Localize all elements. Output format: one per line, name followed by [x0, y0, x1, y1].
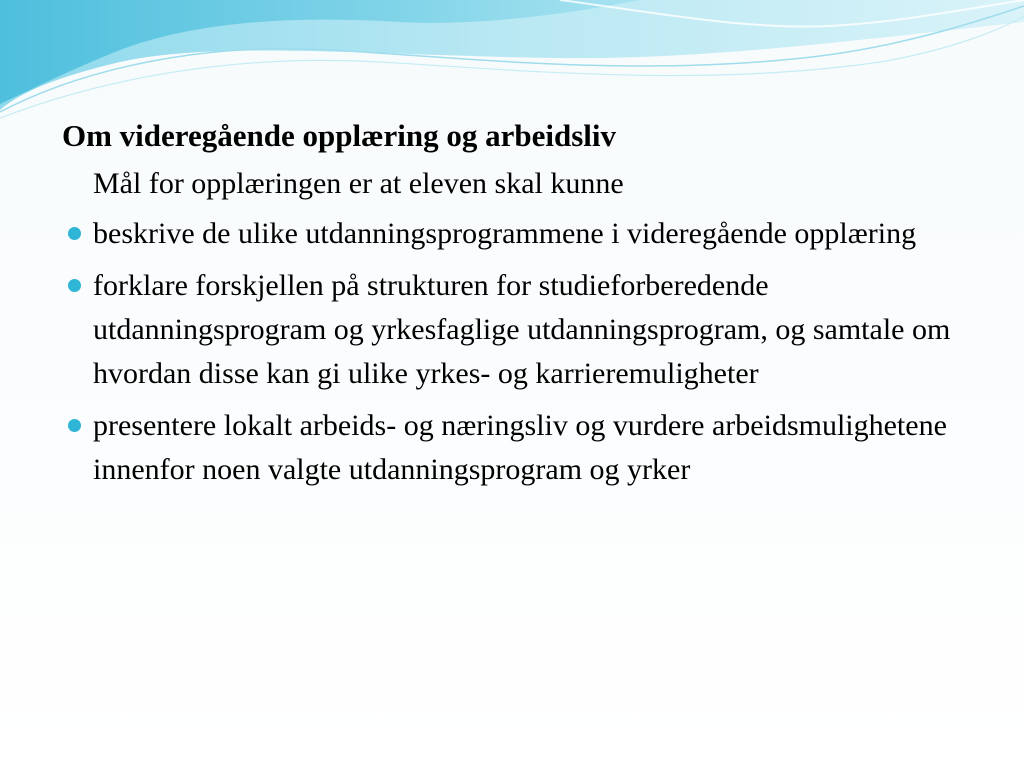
bullet-text: presentere lokalt arbeids- og næringsliv og vurdere arbeidsmulighetene innenfor noen valgte utdanningsprogram og yrker [93, 409, 947, 486]
slide-content [62, 114, 962, 500]
bullet-list [62, 212, 962, 492]
bullet-item [62, 212, 962, 256]
header-wave-decoration [0, 0, 1024, 120]
slide-heading: Om videregående opplæring og arbeidsliv [62, 118, 617, 153]
bullet-dot-icon [68, 279, 81, 292]
slide-intro: Mål for opplæringen er at eleven skal kunne [93, 167, 624, 200]
bullet-text: beskrive de ulike utdanningsprogrammene i videregående opplæring [93, 217, 917, 250]
bullet-dot-icon [68, 419, 81, 432]
bullet-dot-icon [68, 227, 81, 240]
bullet-item [62, 264, 962, 396]
bullet-text: forklare forskjellen på strukturen for studieforberedende utdanningsprogram og yrkesfaglige utdanningsprogram, og samtale om hvordan disse kan gi ulike yrkes- og karrieremuligheter [93, 269, 951, 390]
bullet-item [62, 404, 962, 492]
